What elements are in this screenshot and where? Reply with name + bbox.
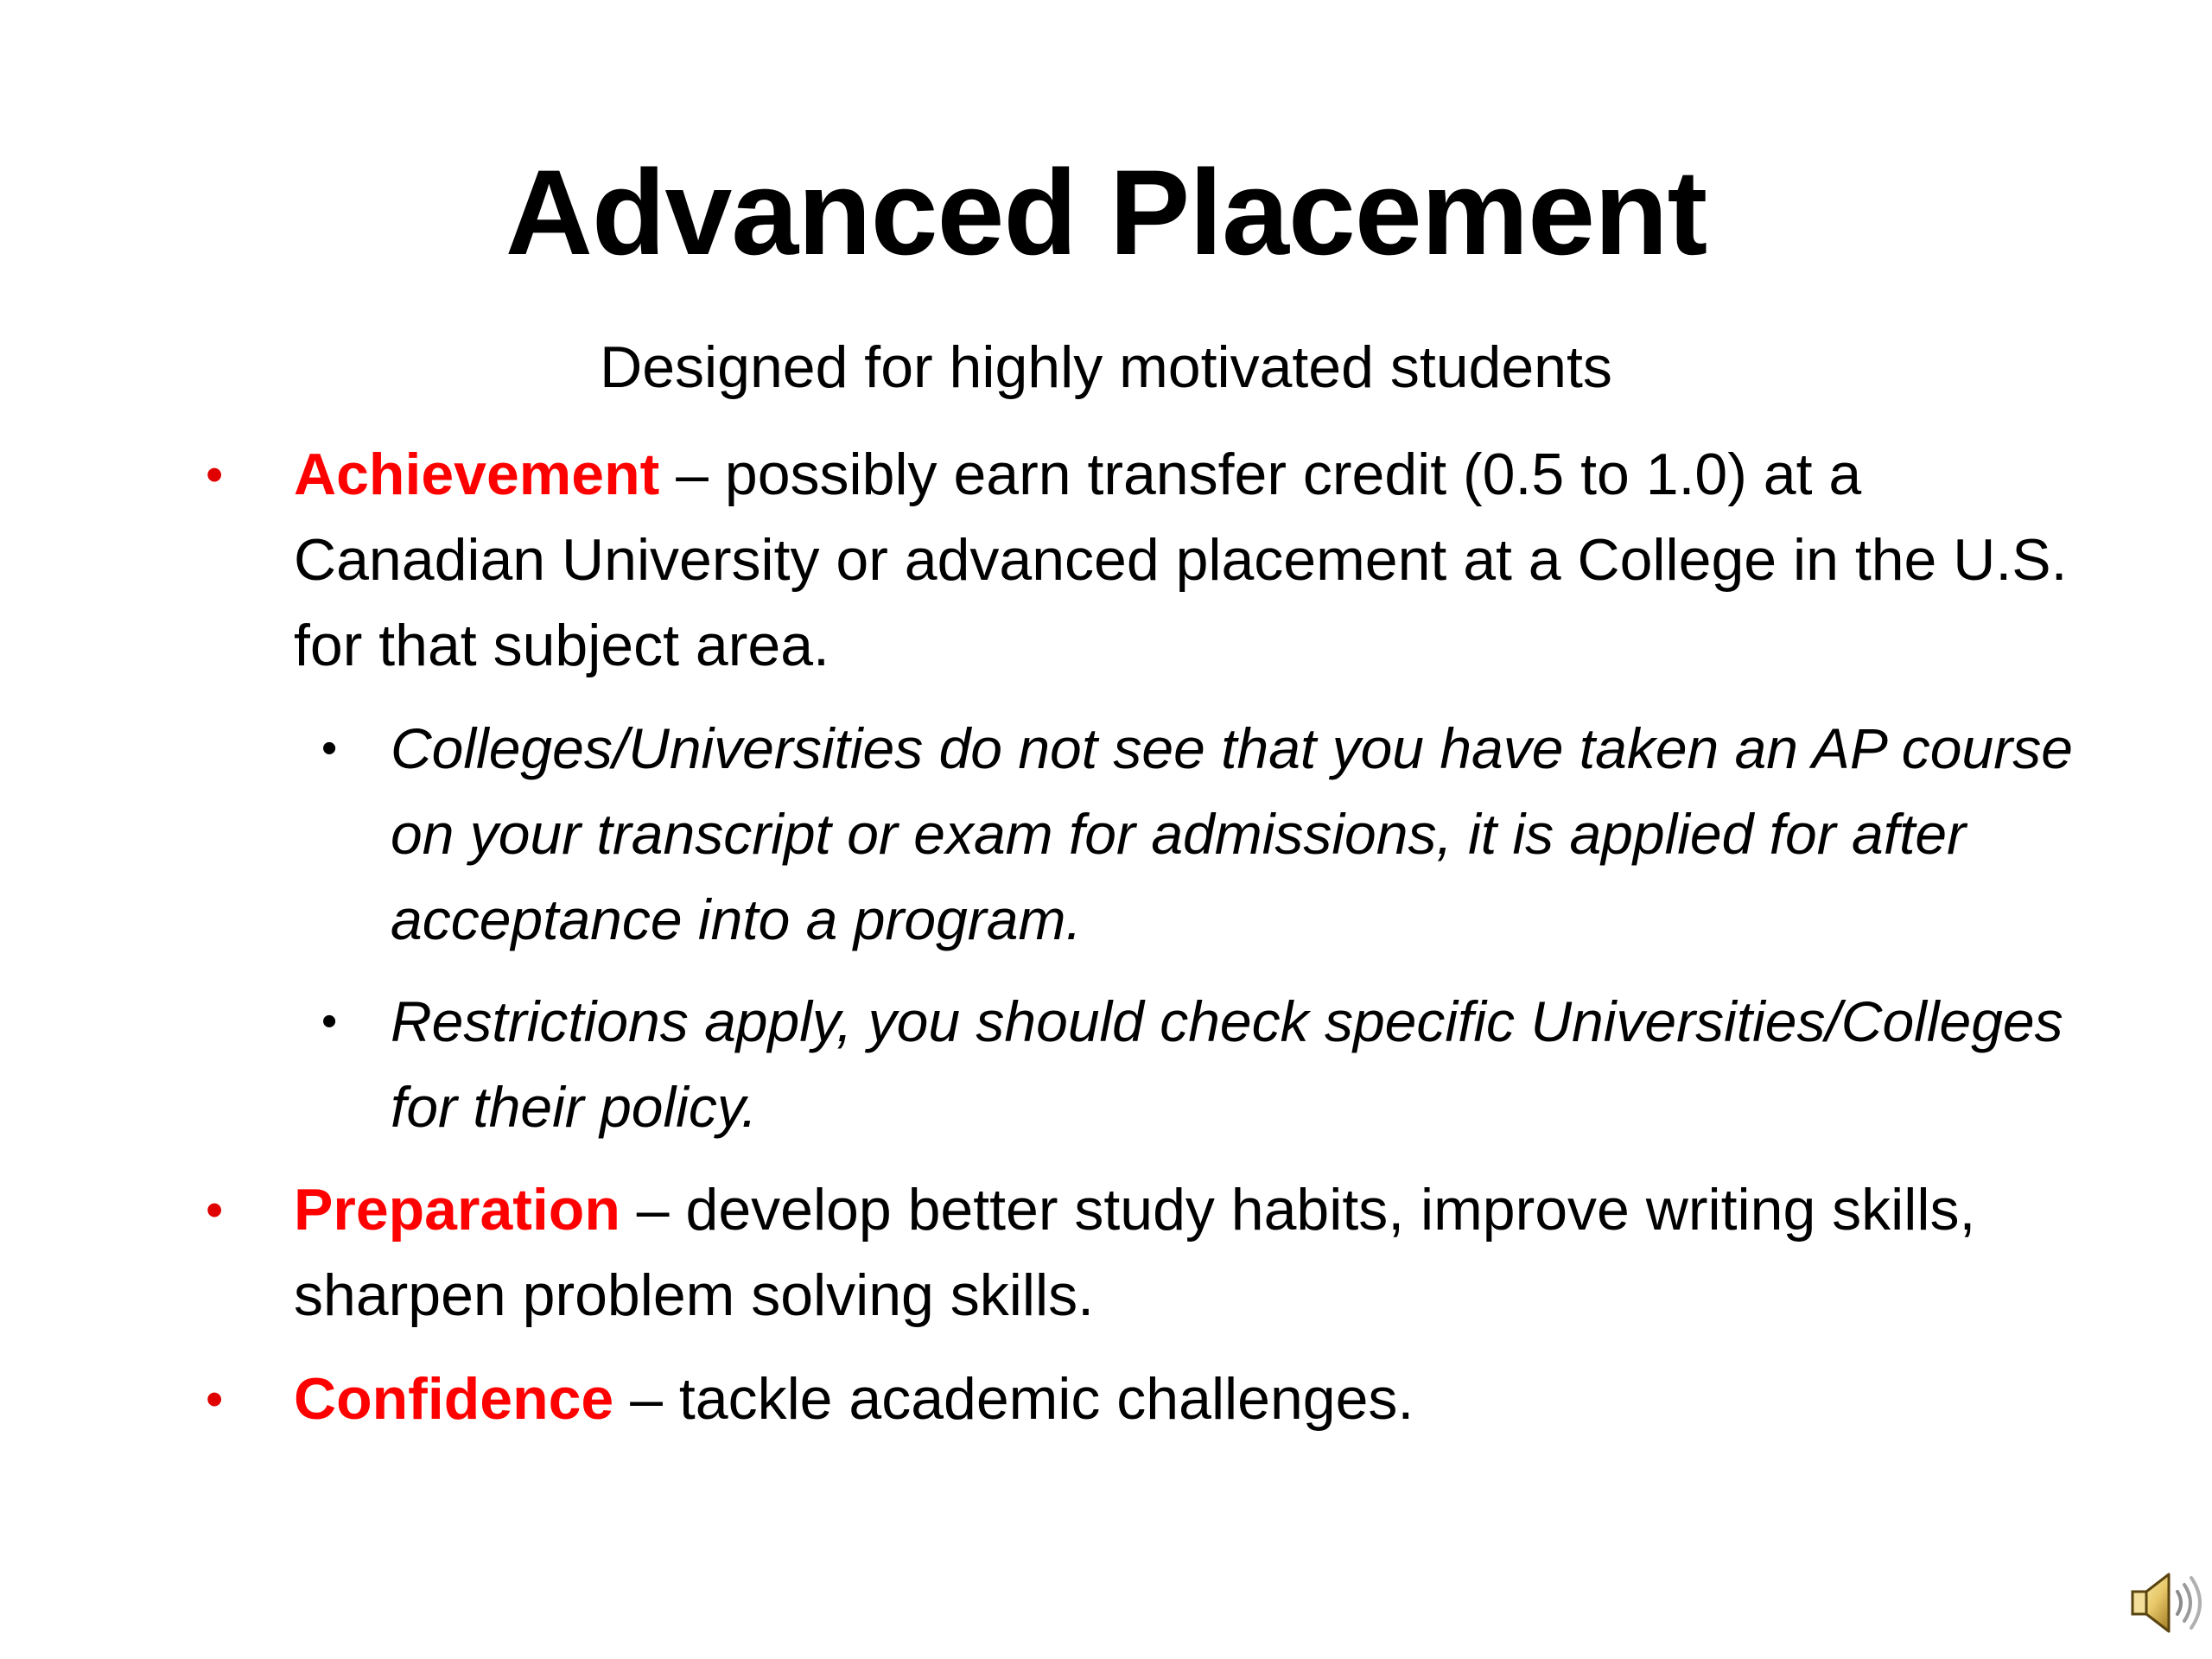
sub-bullet-text: Restrictions apply, you should check specific Universities/Colleges for their policy. bbox=[391, 989, 2063, 1139]
bullet-marker: • bbox=[206, 447, 224, 503]
bullet-text: – possibly earn transfer credit (0.5 to 1.0) at a Canadian University or advanced placement at a College in the U.S. for that subject area. bbox=[294, 442, 2068, 678]
sub-bullet-item-restrictions bbox=[0, 979, 2212, 1150]
bullet-marker: • bbox=[206, 1371, 224, 1427]
bullet-text: – tackle academic challenges. bbox=[613, 1366, 1414, 1432]
bullet-term: Confidence bbox=[294, 1366, 614, 1432]
bullet-list bbox=[0, 432, 2212, 1442]
sub-bullet-marker: • bbox=[321, 723, 338, 773]
bullet-term: Achievement bbox=[294, 442, 660, 507]
bullet-item-confidence bbox=[0, 1357, 2212, 1442]
bullet-item-achievement bbox=[0, 432, 2212, 689]
bullet-term: Preparation bbox=[294, 1177, 620, 1243]
bullet-text: – develop better study habits, improve writing skills, sharpen problem solving skills. bbox=[294, 1177, 1976, 1328]
slide-title: Advanced Placement bbox=[505, 144, 1707, 280]
bullet-item-preparation bbox=[0, 1167, 2212, 1338]
slide-subtitle: Designed for highly motivated students bbox=[600, 334, 1612, 400]
speaker-icon[interactable] bbox=[2127, 1566, 2207, 1640]
sub-bullet-text: Colleges/Universities do not see that you have taken an AP course on your transcript or exam for admissions, it is applied for after acceptance into a program. bbox=[391, 716, 2073, 951]
bullet-marker: • bbox=[206, 1182, 224, 1238]
sub-bullet-marker: • bbox=[321, 996, 338, 1046]
sub-bullet-item-admissions bbox=[0, 706, 2212, 963]
